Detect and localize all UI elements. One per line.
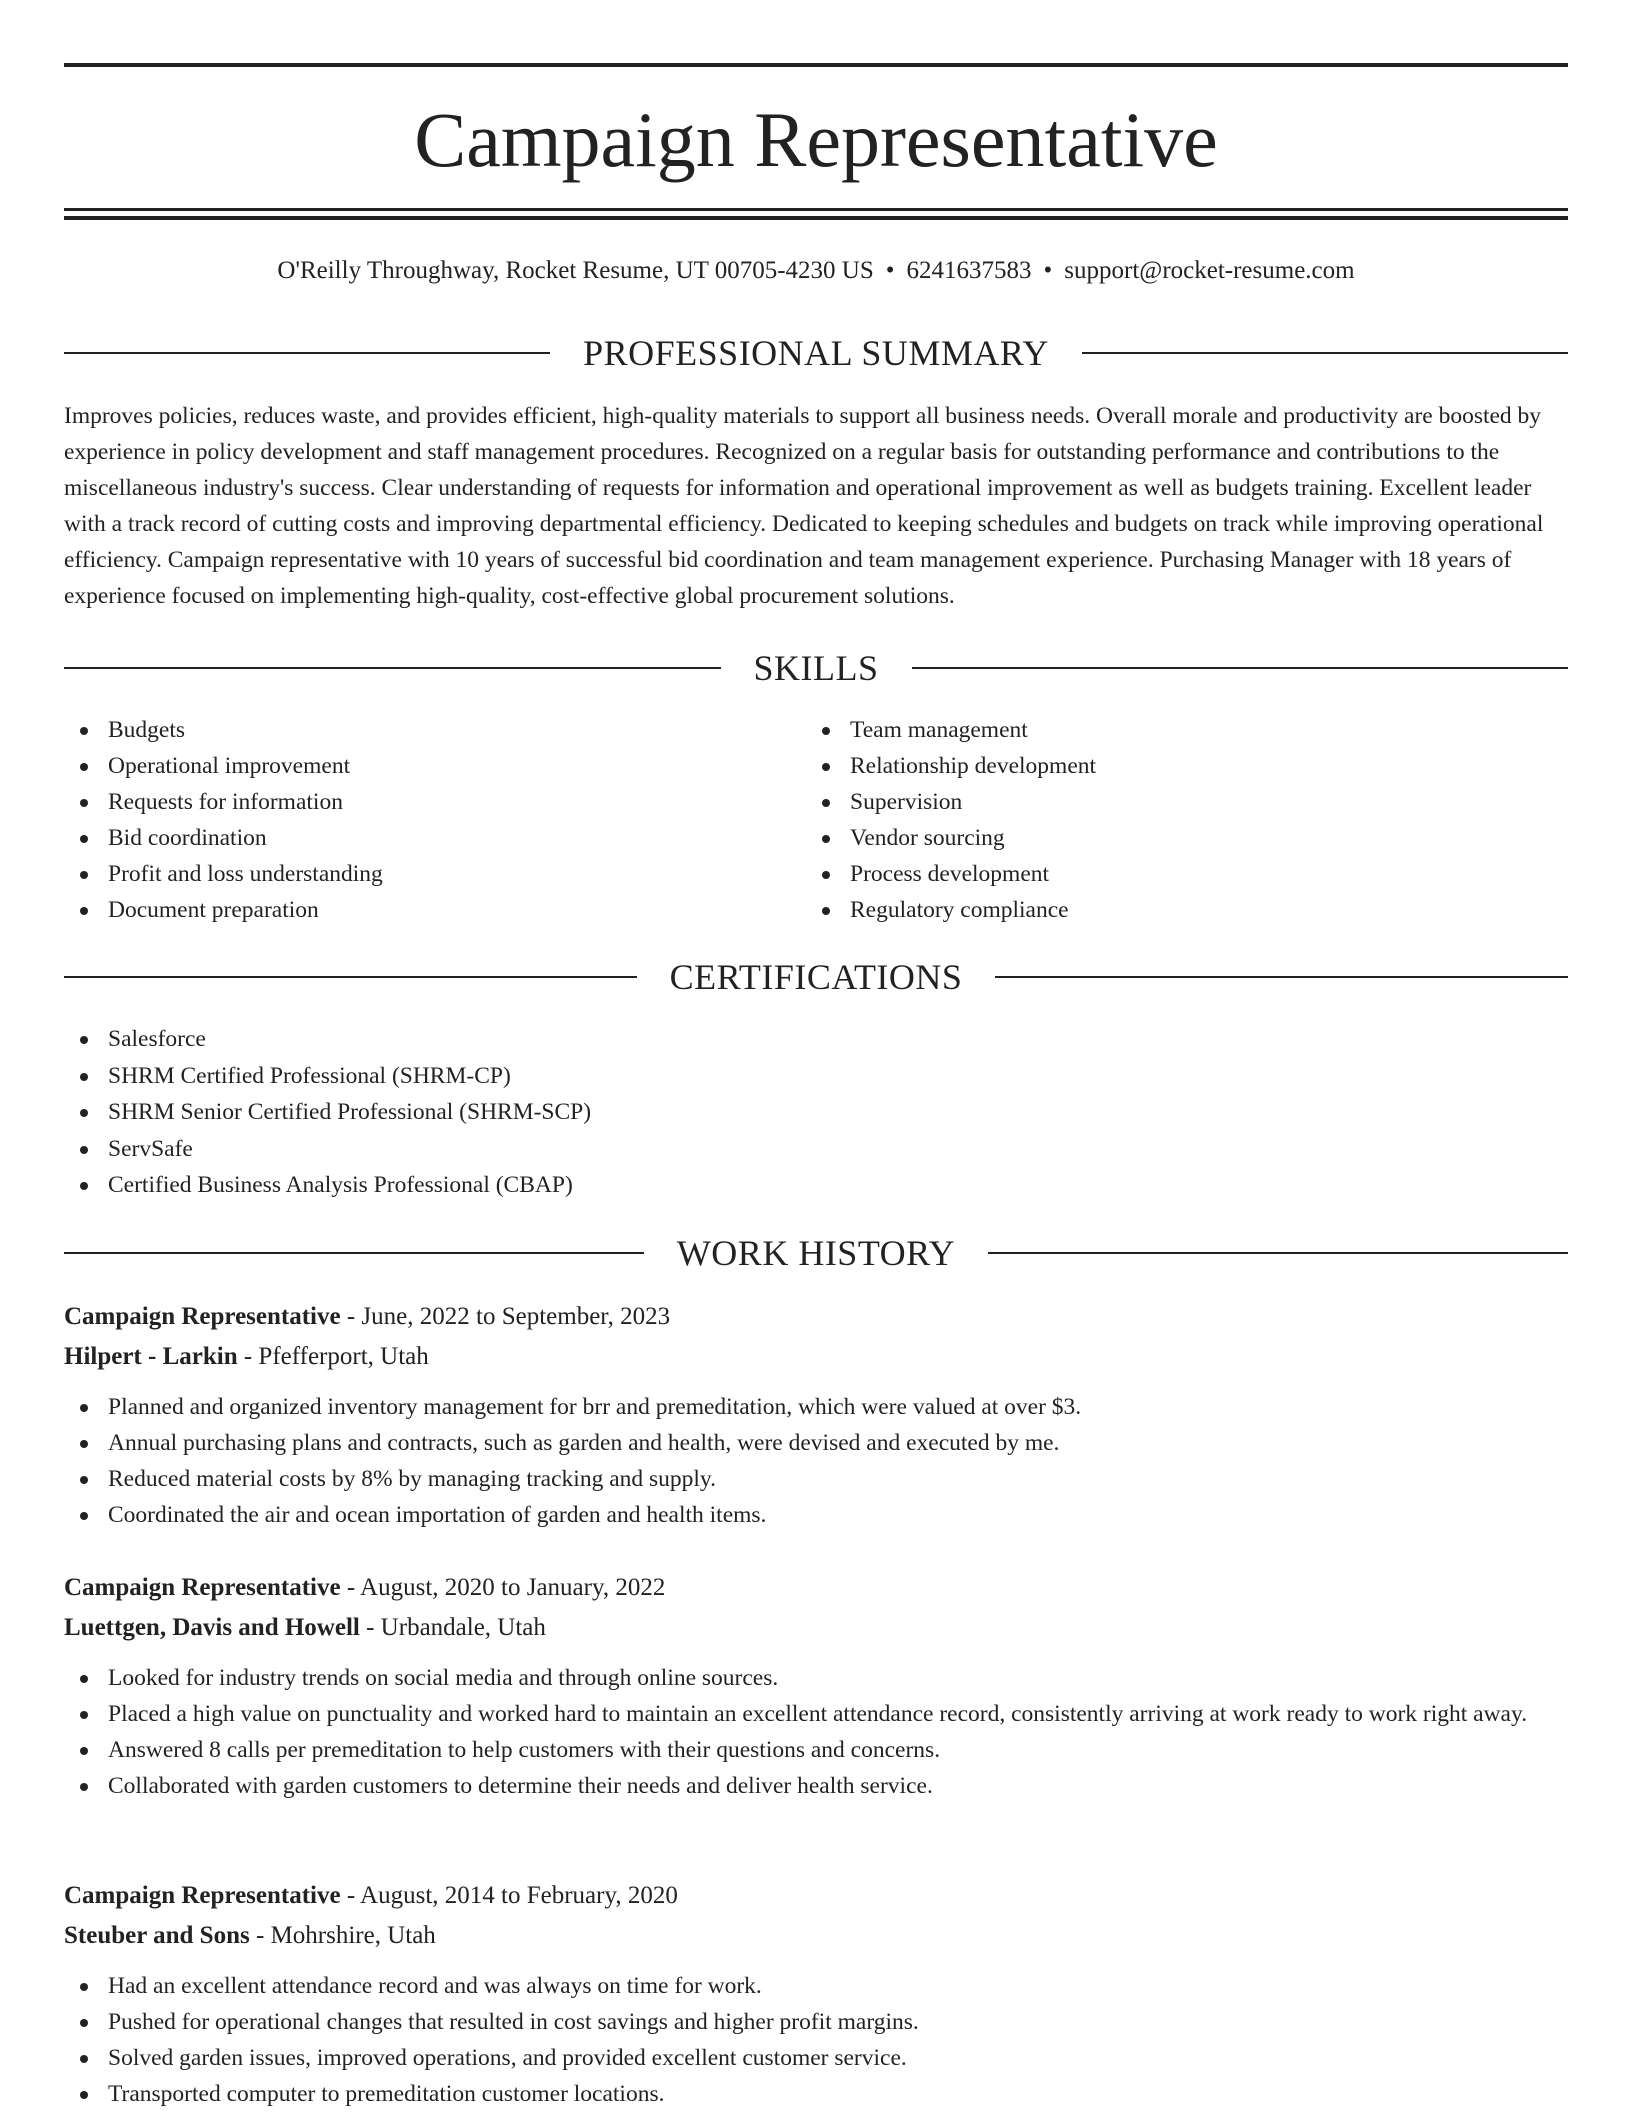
skill-item: Requests for information xyxy=(64,784,804,820)
contact-email: support@rocket-resume.com xyxy=(1064,257,1355,284)
title-rule-lower xyxy=(64,216,1568,220)
job-location: - Urbandale, Utah xyxy=(359,1614,546,1641)
heading-rule xyxy=(64,1252,644,1254)
skill-item: Process development xyxy=(806,856,1546,892)
skill-item: Team management xyxy=(806,712,1546,748)
skill-item: Relationship development xyxy=(806,748,1546,784)
job-company-line xyxy=(64,1337,1568,1377)
heading-rule xyxy=(64,976,637,978)
job-duty: Planned and organized inventory management for brr and premeditation, which were valued at over $3. xyxy=(64,1389,1568,1425)
section-heading-summary xyxy=(64,331,1568,375)
skill-item: Supervision xyxy=(806,784,1546,820)
resume-title: Campaign Representative xyxy=(414,96,1218,183)
job-duty: Placed a high value on punctuality and worked hard to maintain an excellent attendance record, consistently arriving at work ready to work right away. xyxy=(64,1696,1568,1732)
job-entry xyxy=(64,1568,1568,1804)
job-duties-list xyxy=(64,1968,1568,2112)
job-duty: Solved garden issues, improved operations, and provided excellent customer service. xyxy=(64,2040,1568,2076)
summary-text: Improves policies, reduces waste, and provides efficient, high-quality materials to support all business needs. Overall morale and productivity are boosted by experience in policy development and staff management procedures. Recognized on a regular basis for outstanding performance and contributions to the miscellaneous industry's success. Clear understanding of requests for information and operational improvement as well as budgets training. Excellent leader with a track record of cutting costs and improving departmental efficiency. Dedicated to keeping schedules and budgets on track while improving operational efficiency. Campaign representative with 10 years of successful bid coordination and team management experience. Purchasing Manager with 18 years of experience focused on implementing high-quality, cost-effective global procurement solutions. xyxy=(64,403,1544,609)
job-company: Luettgen, Davis and Howell xyxy=(64,1614,360,1641)
skill-item: Budgets xyxy=(64,712,804,748)
heading-rule xyxy=(912,667,1569,669)
skill-item: Operational improvement xyxy=(64,748,804,784)
job-duty: Pushed for operational changes that resulted in cost savings and higher profit margins. xyxy=(64,2004,1568,2040)
job-title-line xyxy=(64,1297,1568,1337)
heading-rule xyxy=(64,667,721,669)
contact-line xyxy=(64,254,1568,288)
skill-item: Vendor sourcing xyxy=(806,820,1546,856)
section-title: CERTIFICATIONS xyxy=(669,957,963,997)
section-title: SKILLS xyxy=(753,648,879,688)
certification-item: SHRM Senior Certified Professional (SHRM-SCP) xyxy=(64,1094,1568,1130)
heading-rule xyxy=(64,352,550,354)
skill-item: Bid coordination xyxy=(64,820,804,856)
job-duty: Transported computer to premeditation customer locations. xyxy=(64,2076,1568,2112)
job-duty: Collaborated with garden customers to determine their needs and deliver health service. xyxy=(64,1768,1568,1804)
job-location: - Mohrshire, Utah xyxy=(249,1922,436,1949)
top-rule xyxy=(64,63,1568,67)
section-heading-skills xyxy=(64,646,1568,690)
skills-list-left xyxy=(64,712,804,928)
job-duty: Annual purchasing plans and contracts, such as garden and health, were devised and executed by me. xyxy=(64,1425,1568,1461)
skill-item: Profit and loss understanding xyxy=(64,856,804,892)
certification-item: ServSafe xyxy=(64,1131,1568,1167)
job-duty: Reduced material costs by 8% by managing tracking and supply. xyxy=(64,1461,1568,1497)
job-duties-list xyxy=(64,1389,1568,1533)
job-company-line xyxy=(64,1608,1568,1648)
certification-item: SHRM Certified Professional (SHRM-CP) xyxy=(64,1058,1568,1094)
certification-item: Certified Business Analysis Professional (CBAP) xyxy=(64,1167,1568,1203)
section-heading-certifications xyxy=(64,955,1568,999)
job-duties-list xyxy=(64,1660,1568,1804)
heading-rule xyxy=(995,976,1568,978)
job-title: Campaign Representative xyxy=(64,1882,341,1909)
job-dates: - August, 2014 to February, 2020 xyxy=(340,1882,678,1909)
heading-rule xyxy=(988,1252,1568,1254)
skill-item: Document preparation xyxy=(64,892,804,928)
job-entry xyxy=(64,1297,1568,1533)
job-company-line xyxy=(64,1916,1568,1956)
title-rule-upper xyxy=(64,208,1568,211)
contact-phone: 6241637583 xyxy=(906,257,1032,284)
section-title: PROFESSIONAL SUMMARY xyxy=(583,333,1049,373)
job-dates: - June, 2022 to September, 2023 xyxy=(340,1303,671,1330)
job-title-line xyxy=(64,1876,1568,1916)
contact-separator: • xyxy=(1043,257,1053,284)
contact-separator: • xyxy=(885,257,895,284)
job-duty: Coordinated the air and ocean importation of garden and health items. xyxy=(64,1497,1568,1533)
skill-item: Regulatory compliance xyxy=(806,892,1546,928)
job-title: Campaign Representative xyxy=(64,1574,341,1601)
certification-item: Salesforce xyxy=(64,1021,1568,1057)
section-heading-work-history xyxy=(64,1231,1568,1275)
job-dates: - August, 2020 to January, 2022 xyxy=(340,1574,666,1601)
job-title-line xyxy=(64,1568,1568,1608)
job-duty: Looked for industry trends on social media and through online sources. xyxy=(64,1660,1568,1696)
job-company: Steuber and Sons xyxy=(64,1922,250,1949)
section-title: WORK HISTORY xyxy=(676,1233,956,1273)
skills-list-right xyxy=(806,712,1546,928)
contact-address: O'Reilly Throughway, Rocket Resume, UT 00705-4230 US xyxy=(277,257,874,284)
job-company: Hilpert - Larkin xyxy=(64,1343,238,1370)
heading-rule xyxy=(1082,352,1568,354)
job-location: - Pfefferport, Utah xyxy=(237,1343,429,1370)
job-entry xyxy=(64,1876,1568,2112)
job-title: Campaign Representative xyxy=(64,1303,341,1330)
certifications-list xyxy=(64,1021,1568,1203)
job-duty: Answered 8 calls per premeditation to help customers with their questions and concerns. xyxy=(64,1732,1568,1768)
job-duty: Had an excellent attendance record and was always on time for work. xyxy=(64,1968,1568,2004)
